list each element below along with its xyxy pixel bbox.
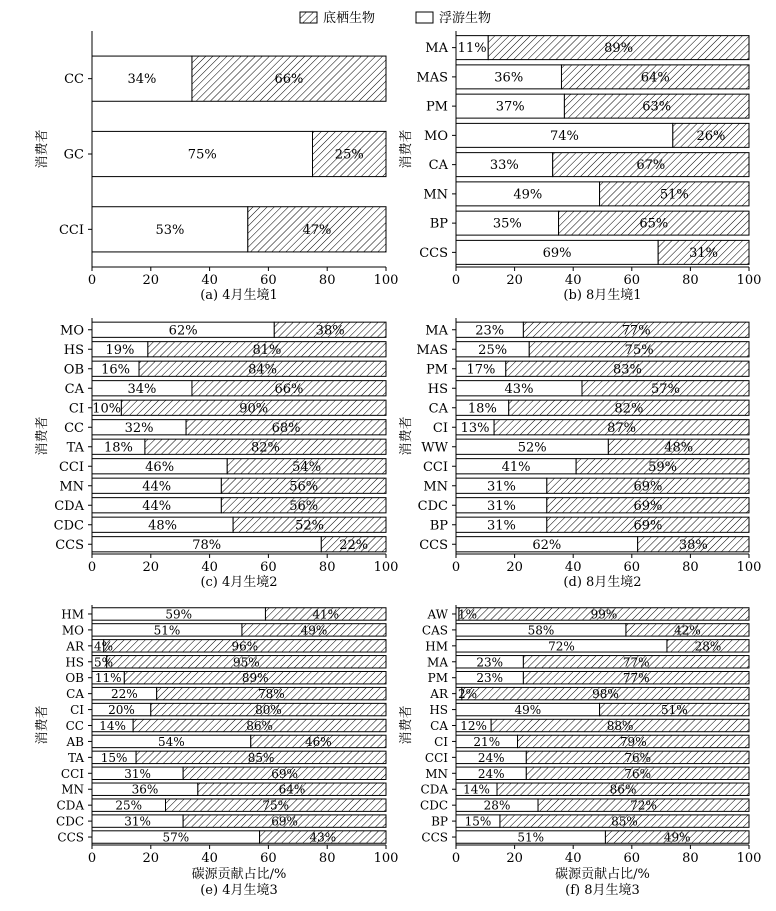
legend-label-plankton: 浮游生物	[439, 11, 492, 26]
panel-caption: (f) 8月生境3	[565, 883, 640, 898]
data-label-benthic: 96%	[231, 639, 259, 654]
category-label: CCI	[58, 459, 84, 475]
data-label-plankton: 74%	[549, 128, 579, 144]
data-label-plankton: 44%	[142, 498, 172, 514]
x-tick-label: 80	[682, 560, 699, 575]
panels	[34, 31, 761, 898]
panel-c	[34, 318, 398, 590]
data-label-benthic: 80%	[255, 703, 282, 718]
data-label-plankton: 34%	[127, 381, 157, 397]
category-label: AW	[427, 607, 448, 622]
data-label-benthic: 59%	[648, 459, 678, 475]
data-label-plankton: 23%	[475, 323, 505, 339]
category-label: AR	[430, 687, 448, 702]
y-axis-label: 消费者	[399, 416, 414, 456]
data-label-plankton: 75%	[187, 147, 217, 163]
data-label-benthic: 69%	[271, 814, 298, 829]
category-label: HM	[61, 607, 84, 622]
data-label-plankton: 17%	[466, 362, 496, 378]
data-label-benthic: 75%	[624, 342, 654, 358]
x-tick-label: 0	[451, 273, 461, 288]
panel-b	[398, 31, 761, 303]
data-label-plankton: 28%	[483, 798, 511, 813]
x-tick-label: 60	[260, 560, 277, 575]
data-label-benthic: 46%	[305, 734, 332, 749]
panel-e	[34, 605, 398, 898]
data-label-plankton: 72%	[548, 639, 575, 654]
x-tick-label: 80	[318, 273, 336, 288]
data-label-benthic: 69%	[271, 766, 298, 781]
data-label-benthic: 84%	[248, 362, 277, 378]
y-axis-label: 消费者	[399, 705, 414, 745]
data-label-plankton: 11%	[94, 671, 122, 686]
data-label-benthic: 95%	[233, 655, 260, 670]
data-label-plankton: 46%	[145, 459, 175, 475]
category-label: WW	[421, 440, 448, 456]
category-label: CDC	[53, 518, 84, 534]
category-label: BP	[431, 814, 448, 829]
panel-a	[34, 31, 398, 303]
legend-swatch-benthic	[300, 12, 317, 23]
data-label-plankton: 15%	[100, 750, 128, 765]
data-label-plankton: 41%	[501, 459, 531, 475]
category-label: BP	[429, 518, 448, 534]
data-label-plankton: 14%	[463, 782, 490, 797]
data-label-plankton: 16%	[101, 362, 130, 378]
data-label-benthic: 54%	[292, 459, 322, 475]
legend-swatch-plankton	[416, 12, 433, 23]
data-label-plankton: 22%	[111, 687, 138, 702]
panel-caption: (e) 4月生境3	[200, 883, 278, 898]
data-label-plankton: 43%	[504, 381, 534, 397]
data-label-benthic: 63%	[642, 99, 672, 115]
category-label: CC	[64, 72, 84, 88]
data-label-plankton: 36%	[494, 70, 524, 86]
data-label-plankton: 49%	[514, 703, 542, 718]
category-label: BP	[429, 216, 448, 232]
category-label: CCI	[60, 766, 84, 781]
category-label: MO	[424, 128, 448, 144]
data-label-plankton: 18%	[104, 440, 133, 456]
data-label-benthic: 64%	[640, 70, 670, 86]
data-label-plankton: 2%	[458, 687, 478, 702]
category-label: CI	[434, 734, 448, 749]
data-label-benthic: 99%	[590, 607, 618, 622]
category-label: CA	[430, 719, 448, 733]
x-tick-label: 80	[682, 273, 699, 288]
panel-f	[398, 605, 761, 898]
category-label: CCS	[419, 537, 448, 553]
data-label-benthic: 49%	[663, 830, 691, 845]
category-label: OB	[63, 362, 84, 378]
category-label: MN	[423, 187, 448, 203]
data-label-benthic: 48%	[664, 440, 694, 456]
data-label-plankton: 11%	[457, 41, 487, 57]
data-label-plankton: 18%	[467, 401, 497, 417]
panel-d	[398, 318, 761, 590]
x-tick-label: 100	[373, 560, 399, 575]
data-label-plankton: 62%	[168, 323, 198, 339]
data-label-benthic: 85%	[247, 750, 275, 765]
x-tick-label: 0	[87, 560, 97, 575]
data-label-benthic: 90%	[239, 401, 269, 417]
x-tick-label: 40	[201, 273, 218, 288]
data-label-benthic: 43%	[309, 830, 337, 845]
category-label: CCI	[424, 750, 448, 765]
data-label-benthic: 86%	[609, 782, 637, 797]
data-label-benthic: 76%	[624, 766, 651, 781]
data-label-plankton: 31%	[486, 518, 516, 534]
data-label-benthic: 42%	[674, 623, 701, 638]
data-label-benthic: 66%	[274, 381, 304, 397]
x-tick-label: 20	[506, 560, 523, 575]
legend	[300, 10, 491, 26]
category-label: TA	[67, 750, 84, 765]
x-tick-label: 60	[260, 273, 277, 288]
category-label: CDC	[420, 798, 448, 813]
x-axis-label: 碳源贡献占比/%	[555, 867, 650, 882]
category-label: CDC	[417, 498, 448, 514]
data-label-benthic: 67%	[636, 158, 666, 174]
category-label: AR	[66, 639, 84, 654]
data-label-benthic: 38%	[678, 537, 708, 553]
data-label-benthic: 87%	[607, 420, 636, 436]
data-label-plankton: 57%	[162, 830, 190, 845]
data-label-benthic: 49%	[300, 623, 328, 638]
data-label-plankton: 34%	[127, 72, 157, 88]
data-label-benthic: 51%	[659, 187, 689, 203]
data-label-benthic: 57%	[651, 381, 680, 397]
data-label-plankton: 59%	[165, 607, 193, 622]
x-tick-label: 0	[87, 273, 97, 288]
category-label: CCI	[58, 222, 84, 238]
data-label-plankton: 48%	[148, 518, 178, 534]
x-tick-label: 100	[736, 273, 762, 288]
category-label: CC	[65, 719, 84, 733]
category-label: MAS	[416, 342, 448, 358]
data-label-benthic: 77%	[621, 323, 651, 339]
x-tick-label: 80	[318, 851, 336, 866]
x-tick-label: 40	[564, 273, 582, 288]
data-label-plankton: 23%	[476, 655, 504, 670]
x-tick-label: 80	[318, 560, 336, 575]
data-label-benthic: 47%	[302, 222, 332, 238]
data-label-benthic: 78%	[258, 687, 285, 702]
category-label: CDC	[56, 814, 84, 829]
category-label: HS	[65, 655, 84, 670]
data-label-benthic: 85%	[611, 814, 638, 829]
category-label: CA	[428, 401, 448, 417]
x-tick-label: 60	[623, 273, 641, 288]
data-label-plankton: 4%	[94, 639, 114, 654]
data-label-benthic: 64%	[278, 782, 306, 797]
x-tick-label: 20	[506, 851, 523, 866]
category-label: CCS	[57, 830, 84, 845]
data-label-plankton: 51%	[153, 623, 181, 638]
x-axis-label: 碳源贡献占比/%	[191, 867, 287, 882]
data-label-plankton: 36%	[131, 782, 159, 797]
data-label-plankton: 19%	[105, 342, 135, 358]
x-tick-label: 40	[201, 851, 218, 866]
category-label: CCI	[422, 459, 448, 475]
x-tick-label: 100	[373, 273, 399, 288]
category-label: MN	[425, 766, 448, 781]
data-label-benthic: 22%	[339, 537, 369, 553]
legend-label-benthic: 底栖生物	[323, 11, 376, 26]
data-label-benthic: 89%	[241, 671, 269, 686]
panel-caption: (c) 4月生境2	[200, 575, 278, 590]
data-label-benthic: 77%	[622, 655, 650, 670]
x-tick-label: 80	[682, 851, 699, 866]
panel-caption: (b) 8月生境1	[563, 288, 642, 303]
x-tick-label: 40	[564, 851, 582, 866]
category-label: CCS	[55, 537, 84, 553]
data-label-benthic: 25%	[334, 147, 364, 163]
data-label-benthic: 31%	[689, 245, 719, 261]
data-label-benthic: 56%	[289, 479, 319, 495]
data-label-plankton: 31%	[486, 498, 516, 514]
data-label-plankton: 33%	[489, 158, 519, 174]
category-label: GC	[63, 147, 84, 163]
category-label: HS	[427, 381, 448, 397]
category-label: PM	[425, 99, 448, 115]
data-label-benthic: 82%	[251, 440, 280, 456]
category-label: CC	[64, 420, 84, 436]
x-tick-label: 20	[506, 273, 523, 288]
category-label: MA	[425, 41, 448, 57]
x-tick-label: 60	[623, 560, 641, 575]
data-label-benthic: 69%	[633, 479, 663, 495]
data-label-benthic: 26%	[696, 128, 726, 144]
category-label: CI	[68, 401, 84, 417]
data-label-benthic: 81%	[252, 342, 282, 358]
x-tick-label: 100	[373, 851, 399, 866]
data-label-plankton: 24%	[477, 750, 505, 765]
data-label-plankton: 44%	[142, 479, 172, 495]
category-label: CDA	[420, 782, 448, 797]
y-axis-label: 消费者	[35, 705, 50, 745]
data-label-plankton: 54%	[158, 734, 185, 749]
data-label-benthic: 79%	[619, 734, 647, 749]
category-label: CI	[70, 703, 84, 718]
data-label-plankton: 58%	[527, 623, 555, 638]
data-label-benthic: 56%	[289, 498, 319, 514]
category-label: CI	[432, 420, 448, 436]
data-label-benthic: 69%	[633, 518, 663, 534]
data-label-plankton: 62%	[532, 537, 562, 553]
category-label: MN	[59, 479, 84, 495]
panel-caption: (d) 8月生境2	[563, 575, 642, 590]
data-label-plankton: 52%	[517, 440, 547, 456]
x-tick-label: 20	[142, 560, 160, 575]
data-label-plankton: 20%	[108, 703, 135, 718]
data-label-benthic: 52%	[295, 518, 325, 534]
data-label-plankton: 31%	[124, 766, 151, 781]
data-label-benthic: 76%	[624, 750, 651, 765]
data-label-plankton: 31%	[486, 479, 516, 495]
category-label: MN	[61, 782, 84, 797]
category-label: CAS	[421, 623, 448, 638]
data-label-plankton: 35%	[492, 216, 522, 232]
category-label: MA	[427, 655, 448, 670]
data-label-benthic: 68%	[271, 420, 301, 436]
data-label-plankton: 1%	[458, 607, 478, 622]
data-label-plankton: 53%	[155, 222, 185, 238]
x-tick-label: 100	[736, 560, 762, 575]
category-label: TA	[66, 440, 84, 456]
x-tick-label: 60	[260, 851, 277, 866]
data-label-benthic: 83%	[612, 362, 642, 378]
category-label: PM	[425, 362, 448, 378]
category-label: CCS	[419, 245, 448, 261]
category-label: AB	[66, 734, 84, 749]
category-label: CDA	[54, 498, 84, 514]
data-label-plankton: 23%	[476, 671, 504, 686]
category-label: MA	[425, 323, 448, 339]
category-label: MO	[60, 323, 84, 339]
category-label: HS	[429, 703, 448, 718]
data-label-benthic: 72%	[630, 798, 657, 813]
data-label-benthic: 89%	[604, 41, 634, 57]
data-label-benthic: 41%	[312, 607, 340, 622]
data-label-benthic: 82%	[614, 401, 644, 417]
data-label-plankton: 25%	[115, 798, 143, 813]
category-label: MAS	[416, 70, 448, 86]
panel-caption: (a) 4月生境1	[200, 288, 278, 303]
data-label-plankton: 49%	[513, 187, 543, 203]
data-label-plankton: 14%	[99, 719, 126, 733]
data-label-plankton: 12%	[460, 719, 487, 733]
data-label-plankton: 25%	[478, 342, 508, 358]
data-label-benthic: 88%	[606, 719, 634, 733]
data-label-plankton: 10%	[92, 401, 122, 417]
data-label-plankton: 31%	[124, 814, 151, 829]
x-tick-label: 60	[623, 851, 641, 866]
category-label: CA	[64, 381, 84, 397]
data-label-plankton: 69%	[542, 245, 572, 261]
y-axis-label: 消费者	[35, 129, 50, 169]
x-tick-label: 100	[736, 851, 762, 866]
data-label-benthic: 51%	[660, 703, 688, 718]
data-label-plankton: 15%	[464, 814, 492, 829]
data-label-benthic: 86%	[246, 719, 273, 733]
category-label: HM	[425, 639, 448, 654]
data-label-plankton: 78%	[192, 537, 222, 553]
x-tick-label: 0	[87, 851, 97, 866]
data-label-plankton: 5%	[94, 655, 114, 670]
data-label-plankton: 24%	[477, 766, 505, 781]
data-label-benthic: 65%	[639, 216, 669, 232]
x-tick-label: 40	[564, 560, 582, 575]
data-label-plankton: 21%	[473, 734, 501, 749]
category-label: CA	[428, 158, 448, 174]
x-tick-label: 0	[451, 560, 461, 575]
category-label: PM	[427, 671, 448, 686]
y-axis-label: 消费者	[399, 129, 414, 169]
x-tick-label: 20	[142, 851, 160, 866]
data-label-benthic: 28%	[694, 639, 722, 654]
data-label-benthic: 69%	[633, 498, 663, 514]
category-label: CA	[66, 687, 84, 702]
y-axis-label: 消费者	[35, 416, 50, 456]
data-label-benthic: 38%	[315, 323, 345, 339]
data-label-plankton: 13%	[460, 420, 490, 436]
data-label-benthic: 75%	[262, 798, 290, 813]
x-tick-label: 0	[451, 851, 461, 866]
category-label: MN	[423, 479, 448, 495]
category-label: MO	[61, 623, 84, 638]
x-tick-label: 20	[142, 273, 160, 288]
category-label: OB	[65, 671, 84, 686]
data-label-benthic: 98%	[592, 687, 619, 702]
data-label-benthic: 77%	[622, 671, 650, 686]
data-label-plankton: 37%	[495, 99, 525, 115]
category-label: HS	[63, 342, 84, 358]
data-label-plankton: 51%	[517, 830, 545, 845]
x-tick-label: 40	[201, 560, 218, 575]
category-label: CCS	[421, 830, 448, 845]
category-label: CDA	[56, 798, 84, 813]
data-label-plankton: 32%	[124, 420, 154, 436]
data-label-benthic: 66%	[274, 72, 304, 88]
